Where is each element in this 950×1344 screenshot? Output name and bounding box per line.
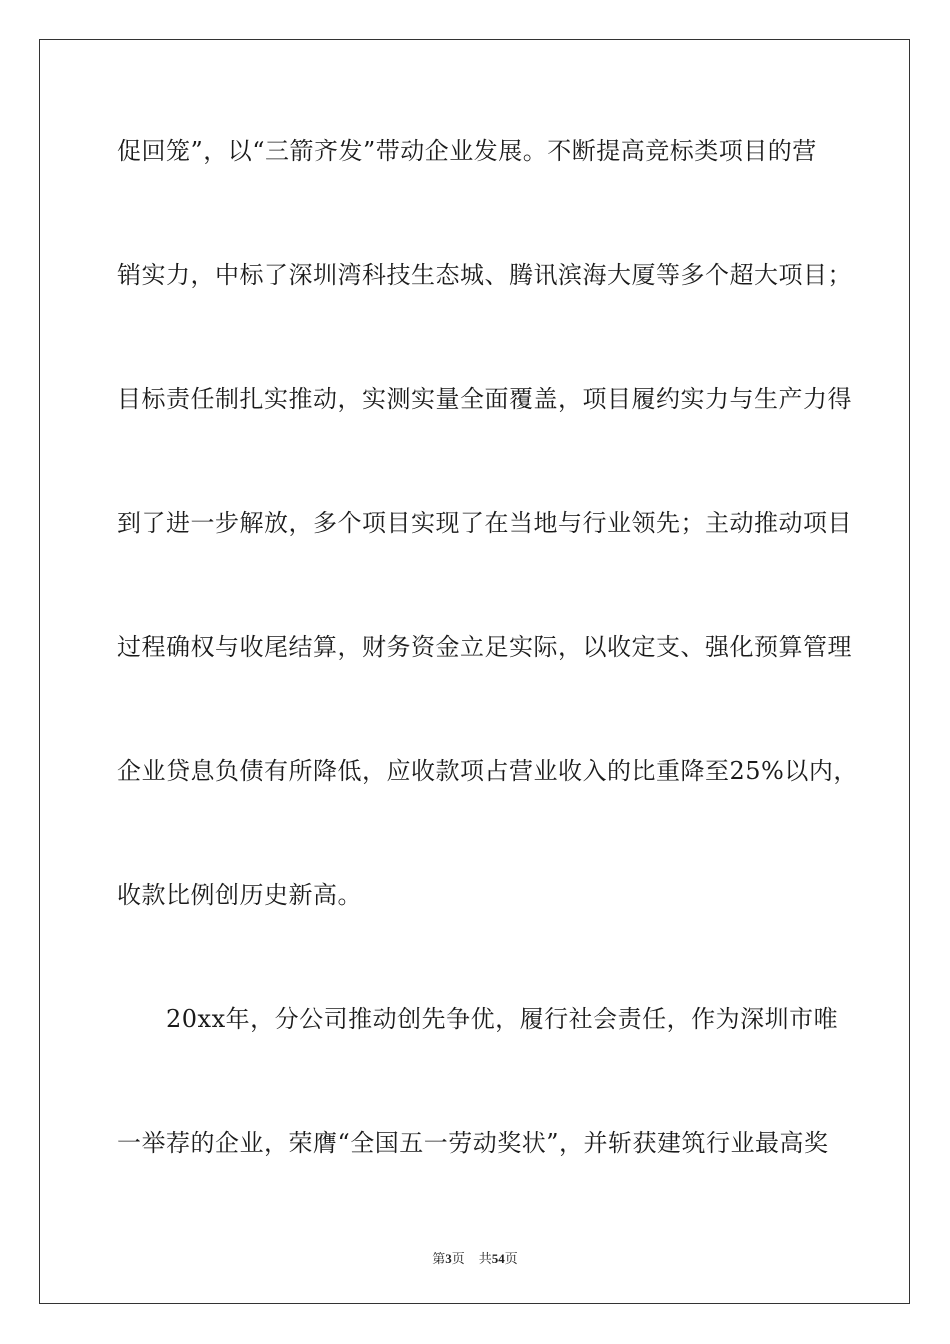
text-line: 促回笼”，以“三箭齐发”带动企业发展。不断提高竞标类项目的营 <box>117 137 817 165</box>
text-line: 20xx年，分公司推动创先争优，履行社会责任，作为深圳市唯 <box>117 1005 839 1033</box>
total-prefix: 共 <box>478 1251 492 1266</box>
text-line: 目标责任制扎实推动，实测实量全面覆盖，项目履约实力与生产力得 <box>117 385 852 413</box>
text-line: 销实力，中标了深圳湾科技生态城、腾讯滨海大厦等多个超大项目； <box>117 261 852 289</box>
page-prefix: 第 <box>432 1251 446 1266</box>
total-pages: 54 <box>491 1251 505 1266</box>
page-border <box>39 39 910 1304</box>
total-suffix: 页 <box>504 1251 518 1266</box>
page-number: 3 <box>445 1251 452 1266</box>
text-line: 过程确权与收尾结算，财务资金立足实际，以收定支、强化预算管理 <box>117 633 852 661</box>
text-line: 收款比例创历史新高。 <box>117 881 362 909</box>
text-line: 企业贷息负债有所降低，应收款项占营业收入的比重降至25%以内， <box>117 757 858 785</box>
text-line: 到了进一步解放，多个项目实现了在当地与行业领先；主动推动项目 <box>117 509 852 537</box>
page-footer <box>0 1248 950 1267</box>
text-line: 一举荐的企业，荣膺“全国五一劳动奖状”，并斩获建筑行业最高奖 <box>117 1129 829 1157</box>
page-suffix: 页 <box>451 1251 465 1266</box>
